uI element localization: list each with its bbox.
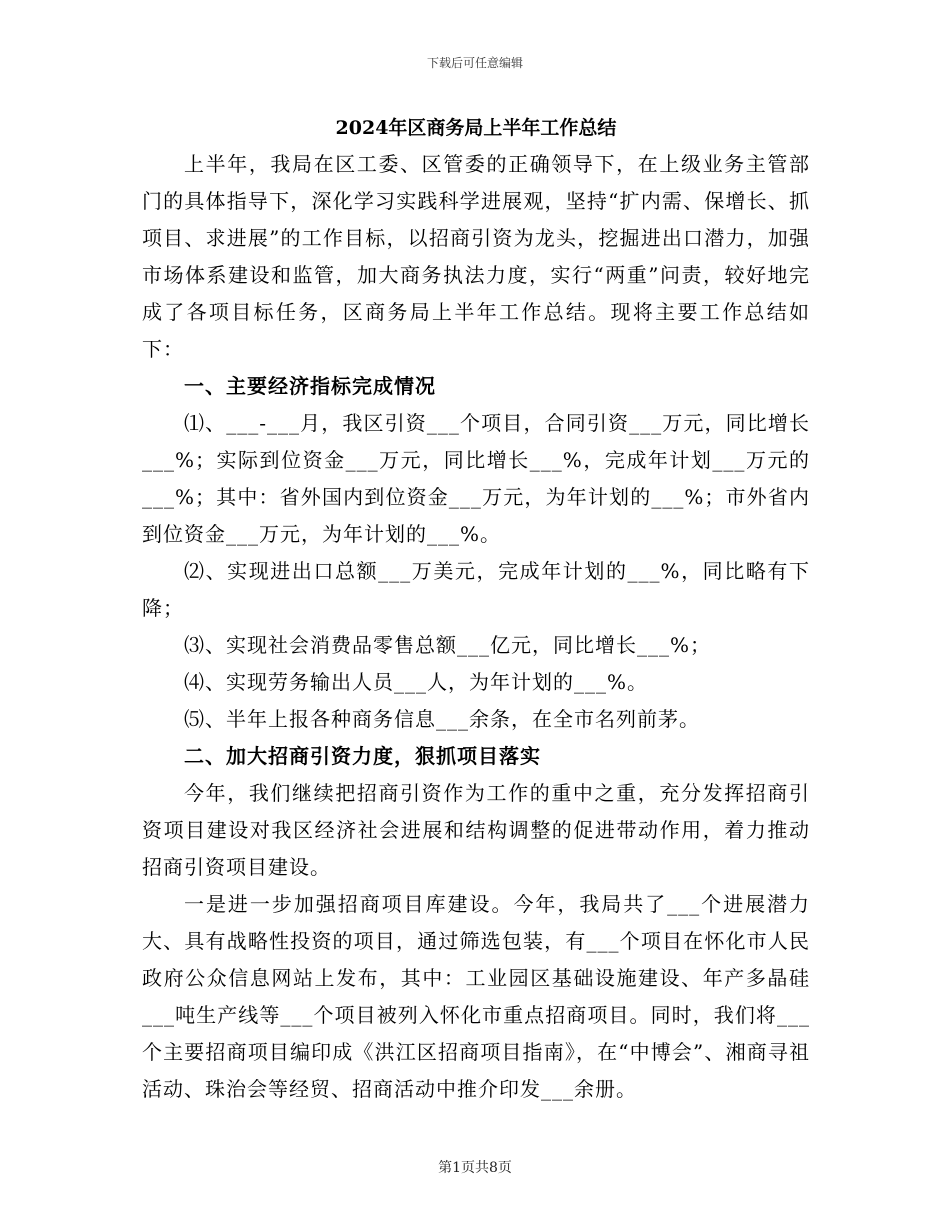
indicator-item-5: ⑸、半年上报各种商务信息___余条，在全市名列前茅。 bbox=[184, 707, 700, 731]
section-2-paragraph-2: 一是进一步加强招商项目库建设。今年，我局共了___个进展潜力大、具有战略性投资的项目，通过筛选包装，有___个项目在怀化市人民政府公众信息网站上发布，其中：工业园区基础设施建设、年产多晶硅___吨生产线等___个项目被列入怀化市重点招商项目。同时，我们将___个主要招商项目编印成《洪江区招商项目指南》，在“中博会”、湘商寻祖活动、珠治会等经贸、招商活动中推介印发___余册。 bbox=[142, 892, 810, 1101]
document-title: 2024年区商务局上半年工作总结 bbox=[335, 117, 617, 139]
section-2-paragraph-1: 今年，我们继续把招商引资作为工作的重中之重，充分发挥招商引资项目建设对我区经济社会进展和结构调整的促进带动作用，着力推动招商引资项目建设。 bbox=[142, 781, 810, 879]
section-heading-2: 二、加大招商引资力度，狠抓项目落实 bbox=[184, 744, 541, 768]
indicator-item-4: ⑷、实现劳务输出人员___人，为年计划的___%。 bbox=[184, 670, 649, 694]
document-body bbox=[142, 110, 810, 1108]
indicator-item-3: ⑶、实现社会消费品零售总额___亿元，同比增长___%； bbox=[184, 633, 712, 657]
indicator-item-1: ⑴、___-___月，我区引资___个项目，合同引资___万元，同比增长___%；实际到位资金___万元，同比增长___%，完成年计划___万元的___%；其中：省外国内到位资金___万元，为年计划的___%；市外省内到位资金___万元，为年计划的___%。 bbox=[142, 411, 810, 546]
page-footer: 第1页共8页 bbox=[438, 1160, 512, 1176]
indicator-item-2: ⑵、实现进出口总额___万美元，完成年计划的___%，同比略有下降； bbox=[142, 559, 810, 620]
page-header: 下载后可任意编辑 bbox=[426, 56, 523, 70]
section-heading-1: 一、主要经济指标完成情况 bbox=[184, 374, 436, 398]
intro-paragraph: 上半年，我局在区工委、区管委的正确领导下，在上级业务主管部门的具体指导下，深化学习实践科学进展观，坚持“扩内需、保增长、抓项目、求进展”的工作目标，以招商引资为龙头，挖掘进出口潜力，加强市场体系建设和监管，加大商务执法力度，实行“两重”问责，较好地完成了各项目标任务，区商务局上半年工作总结。现将主要工作总结如下： bbox=[142, 152, 810, 361]
